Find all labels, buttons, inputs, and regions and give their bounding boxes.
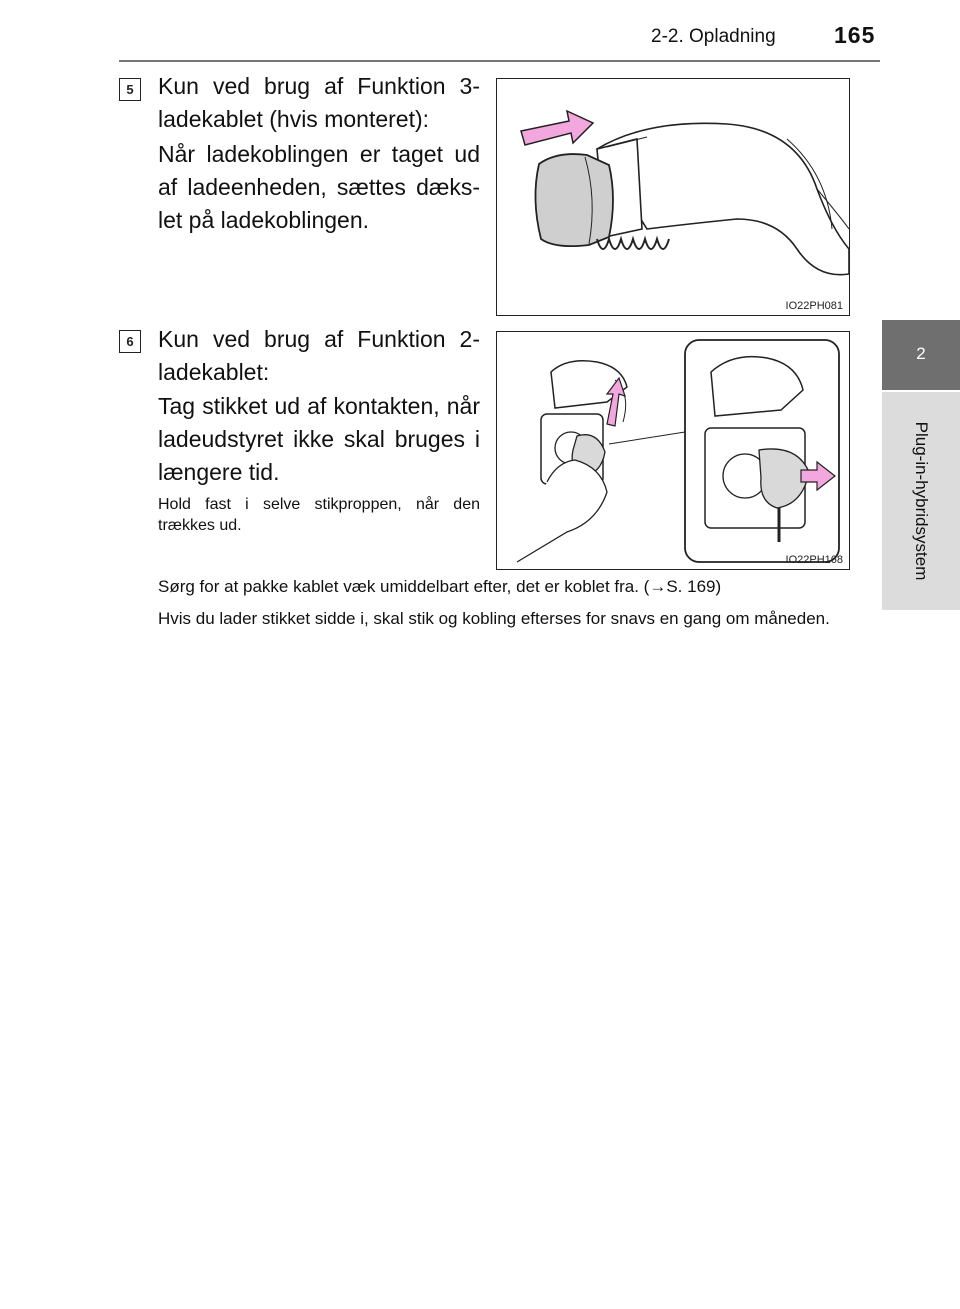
step-number-6: 6: [119, 330, 141, 353]
figure-unplug-charger: [496, 331, 850, 570]
figure-charging-coupler-cap: [496, 78, 850, 316]
step-5-body: Når ladekoblingen er taget ud af ladeenheden, sættes dæks-let på ladekoblingen.: [158, 141, 480, 233]
step-number-5: 5: [119, 78, 141, 101]
step-6-title: Kun ved brug af Funktion 2-ladekablet:: [158, 326, 480, 385]
header-divider: [119, 60, 880, 62]
coupler-cap-illustration: [497, 79, 849, 315]
chapter-tab: [882, 320, 960, 390]
section-title: 2-2. Opladning: [651, 26, 776, 47]
step-6-body: Tag stikket ud af kontakten, når ladeudstyret ikke skal bruges i længere tid.: [158, 393, 480, 485]
step-6-note: Hold fast i selve stikproppen, når den trækkes ud.: [158, 496, 480, 534]
note-store-cable: Sørg for at pakke kablet væk umiddelbart efter, det er koblet fra. (→S. 169): [158, 577, 722, 596]
chapter-label-tab: [882, 392, 960, 610]
step-5-title: Kun ved brug af Funktion 3-ladekablet (hvis monteret):: [158, 73, 480, 132]
figure-code: IO22PH081: [785, 300, 843, 312]
figure-code: IO22PH168: [785, 554, 843, 566]
page-number: 165: [834, 22, 876, 48]
chapter-title: Plug-in-hybridsystem: [912, 421, 931, 581]
note-check-plug: Hvis du lader stikket sidde i, skal stik og kobling efterses for snavs en gang om måneden.: [158, 609, 830, 628]
unplug-illustration: [497, 332, 849, 569]
chapter-number: 2: [916, 344, 926, 363]
